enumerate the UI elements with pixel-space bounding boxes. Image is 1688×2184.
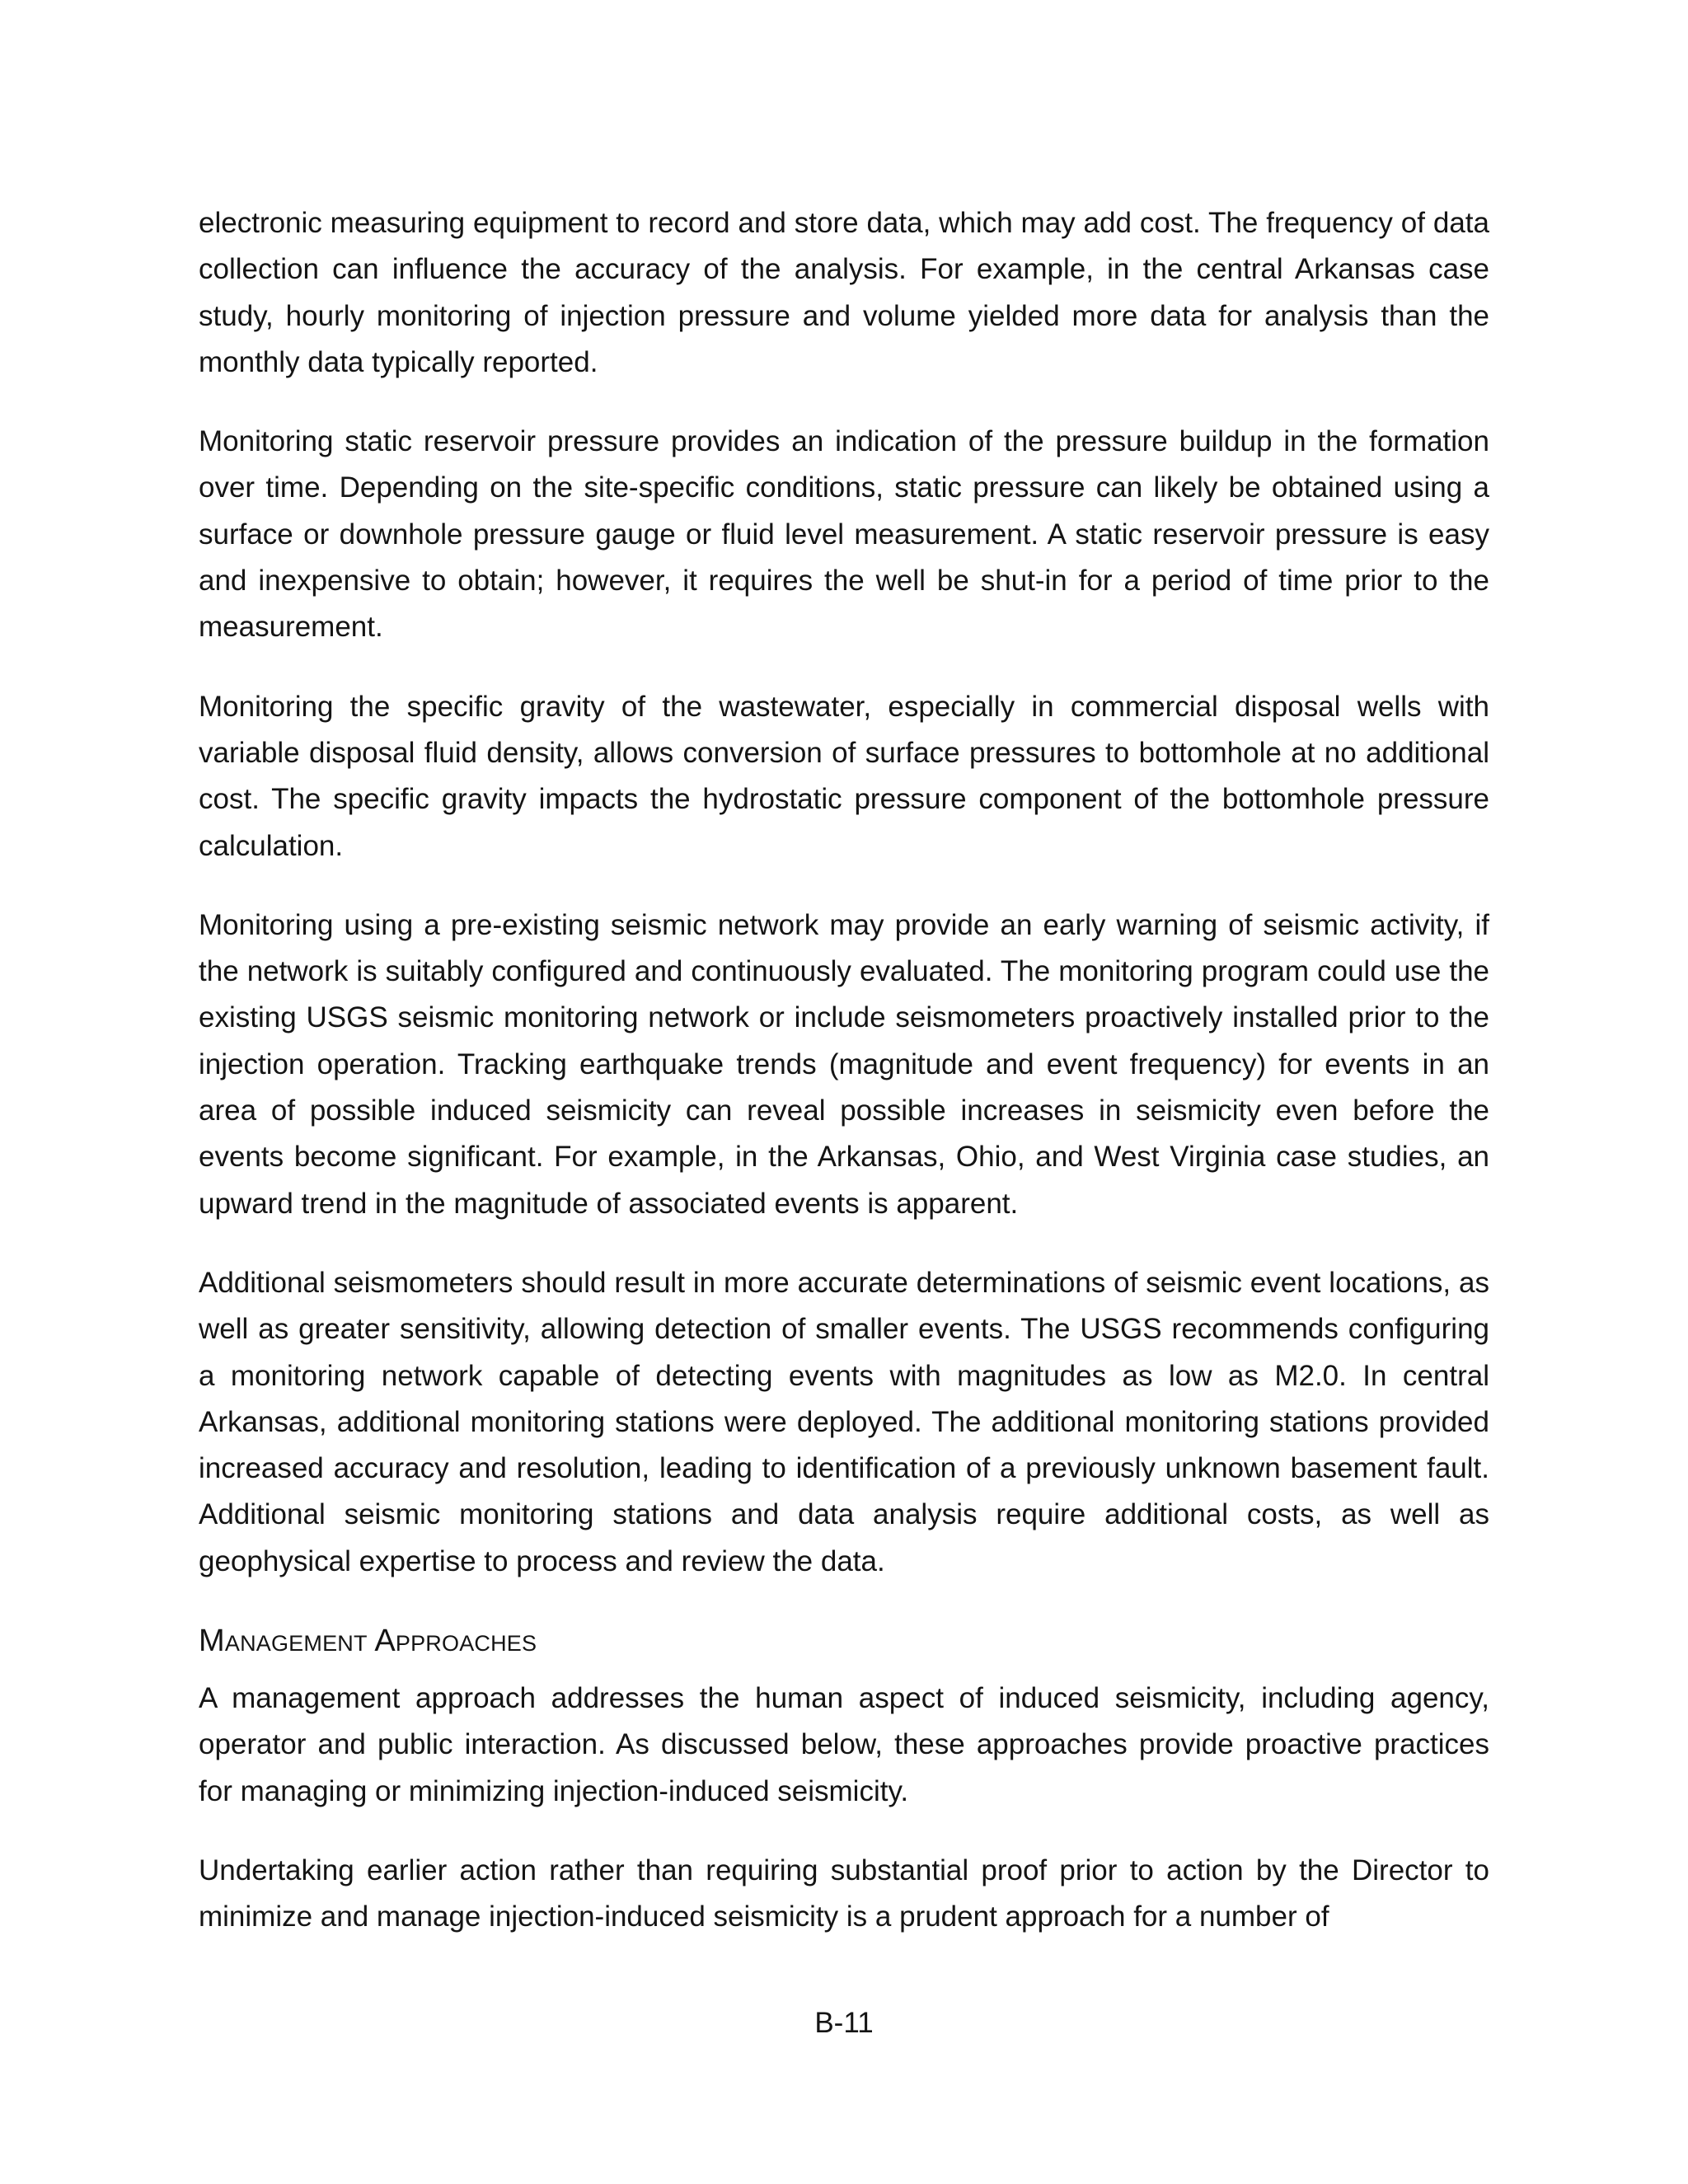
paragraph-additional-seismometers: Additional seismometers should result in more accurate determinations of seismic event locations, as well as greater sensitivity, allowing detection of smaller events. The USGS recommends configuring a monitoring network capable of detecting events with magnitudes as low as M2.0. In central Arkansas, additional monitoring stations were deployed. The additional monitoring stations provided increased accuracy and resolution, leading to identification of a previously unknown basement fault. Additional seismic monitoring stations and data analysis require additional costs, as well as geophysical expertise to process and review the data. [199, 1266, 1489, 1577]
paragraph-management-approach: A management approach addresses the human aspect of induced seismicity, including agency, operator and public interaction. As discussed below, these approaches provide proactive practices for managing or minimizing injection-induced seismicity. [199, 1682, 1489, 1807]
paragraph-seismic-network: Monitoring using a pre-existing seismic network may provide an early warning of seismic activity, if the network is suitably configured and continuously evaluated. The monitoring program could use the existing USGS seismic monitoring network or include seismometers proactively installed prior to the injection operation. Tracking earthquake trends (magnitude and event frequency) for events in an area of possible induced seismicity can reveal possible increases in seismicity even before the events become significant. For example, in the Arkansas, Ohio, and West Virginia case studies, an upward trend in the magnitude of associated events is apparent. [199, 908, 1489, 1220]
paragraph-static-reservoir-pressure: Monitoring static reservoir pressure provides an indication of the pressure buildup in the formation over time. Depending on the site-specific conditions, static pressure can likely be obtained using a surface or downhole pressure gauge or fluid level measurement. A static reservoir pressure is easy and inexpensive to obtain; however, it requires the well be shut-in for a period of time prior to the measurement. [199, 425, 1489, 644]
page-number: B-11 [814, 2007, 874, 2039]
paragraph-specific-gravity: Monitoring the specific gravity of the wastewater, especially in commercial disposal wells with variable disposal fluid density, allows conversion of surface pressures to bottomhole at no additional cost. The specific gravity impacts the hydrostatic pressure component of the bottomhole pressure calculation. [199, 690, 1489, 862]
paragraph-data-collection: electronic measuring equipment to record and store data, which may add cost. The frequency of data collection can influence the accuracy of the analysis. For example, in the central Arkansas case study, hourly monitoring of injection pressure and volume yielded more data for analysis than the monthly data typically reported. [199, 207, 1489, 378]
paragraph-earlier-action: Undertaking earlier action rather than requiring substantial proof prior to action by the Director to minimize and manage injection-induced seismicity is a prudent approach for a number of [199, 1854, 1489, 1933]
document-page [199, 200, 1489, 1974]
section-heading-management-approaches: Management Approaches [199, 1624, 537, 1659]
